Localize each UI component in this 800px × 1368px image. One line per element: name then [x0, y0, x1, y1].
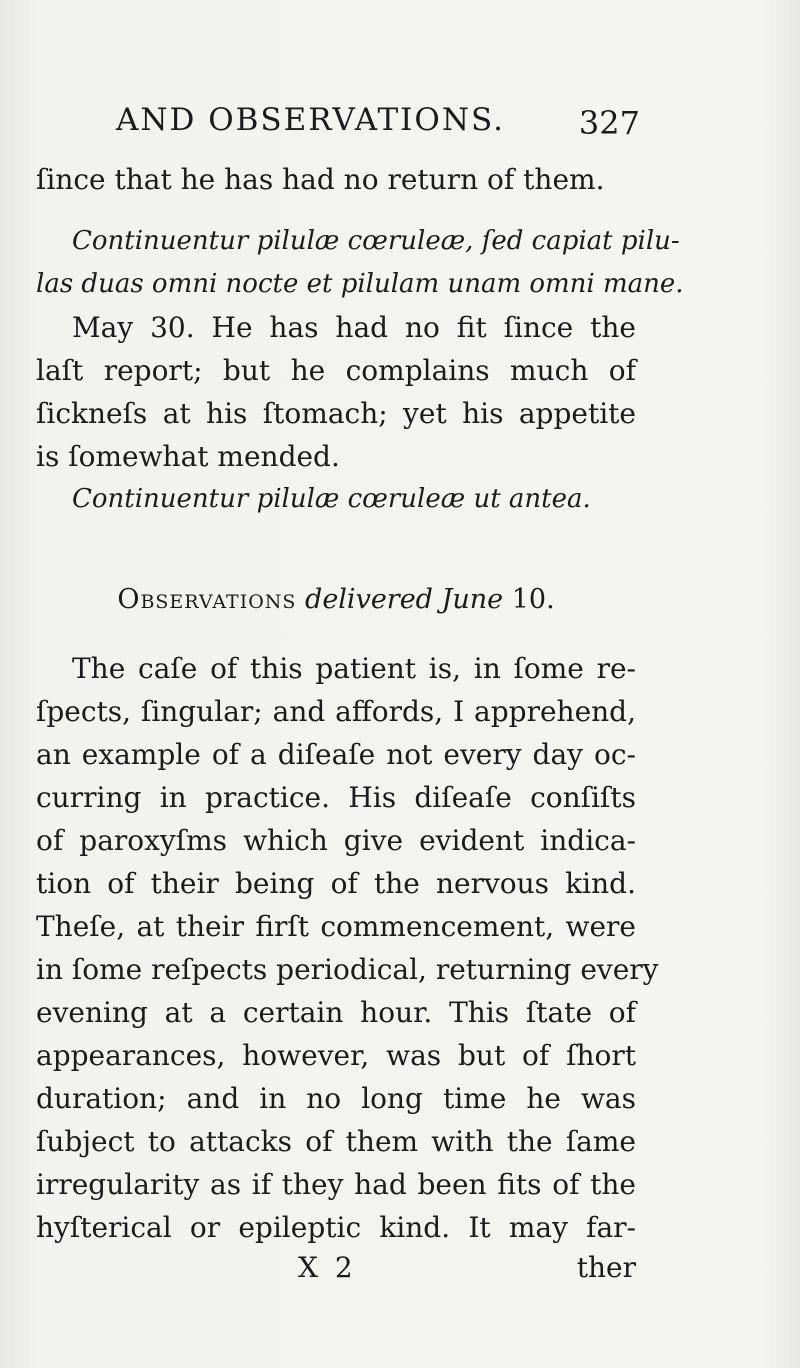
text-line: duration; and in no long time he was: [36, 1082, 636, 1115]
text-line: is ſomewhat mended.: [36, 440, 340, 473]
section-title-date: 10.: [511, 584, 555, 615]
section-title-delivered: delivered June: [305, 584, 504, 615]
text-line: an example of a diſeaſe not every day oc-: [36, 738, 636, 771]
page-footer: [36, 1246, 636, 1290]
page-number: 327: [578, 104, 640, 142]
text-line: curring in practice. His diſeaſe conſiſts: [36, 781, 636, 814]
text-line: appearances, however, was but of ſhort: [36, 1039, 636, 1072]
text-line: The caſe of this patient is, in ſome re-: [72, 652, 636, 685]
text-line: irregularity as if they had been fits of the: [36, 1168, 636, 1201]
section-title-label: Observations: [117, 584, 297, 615]
text-line: of paroxyſms which give evident indica-: [36, 824, 636, 857]
prescription-line: Continuentur pilulæ cœruleæ, ſed capiat pilu-: [72, 226, 680, 256]
signature-mark: X 2: [298, 1251, 357, 1284]
prescription-line: Continuentur pilulæ cœruleæ ut antea.: [72, 484, 591, 514]
page-header: [40, 100, 640, 150]
text-line: ſubject to attacks of them with the ſame: [36, 1125, 636, 1158]
prescription-line: las duas omni nocte et pilulam unam omni mane.: [36, 269, 684, 299]
text-line: May 30. He has had no fit ſince the: [72, 311, 636, 344]
catchword: ther: [576, 1251, 636, 1284]
text-line: laſt report; but he complains much of: [36, 354, 636, 387]
text-line: ſince that he has had no return of them.: [36, 163, 605, 196]
text-line: ſickneſs at his ſtomach; yet his appetite: [36, 397, 636, 430]
text-line: tion of their being of the nervous kind.: [36, 867, 636, 900]
text-line: hyſterical or epileptic kind. It may far-: [36, 1211, 636, 1244]
text-line: ſpects, ſingular; and affords, I apprehend,: [36, 695, 636, 728]
text-line: Theſe, at their firſt commencement, were: [36, 910, 636, 943]
text-line: in ſome reſpects periodical, returning every: [36, 953, 659, 986]
running-head: AND OBSERVATIONS.: [116, 102, 505, 138]
section-title: [36, 578, 636, 621]
text-line: evening at a certain hour. This ſtate of: [36, 996, 636, 1029]
